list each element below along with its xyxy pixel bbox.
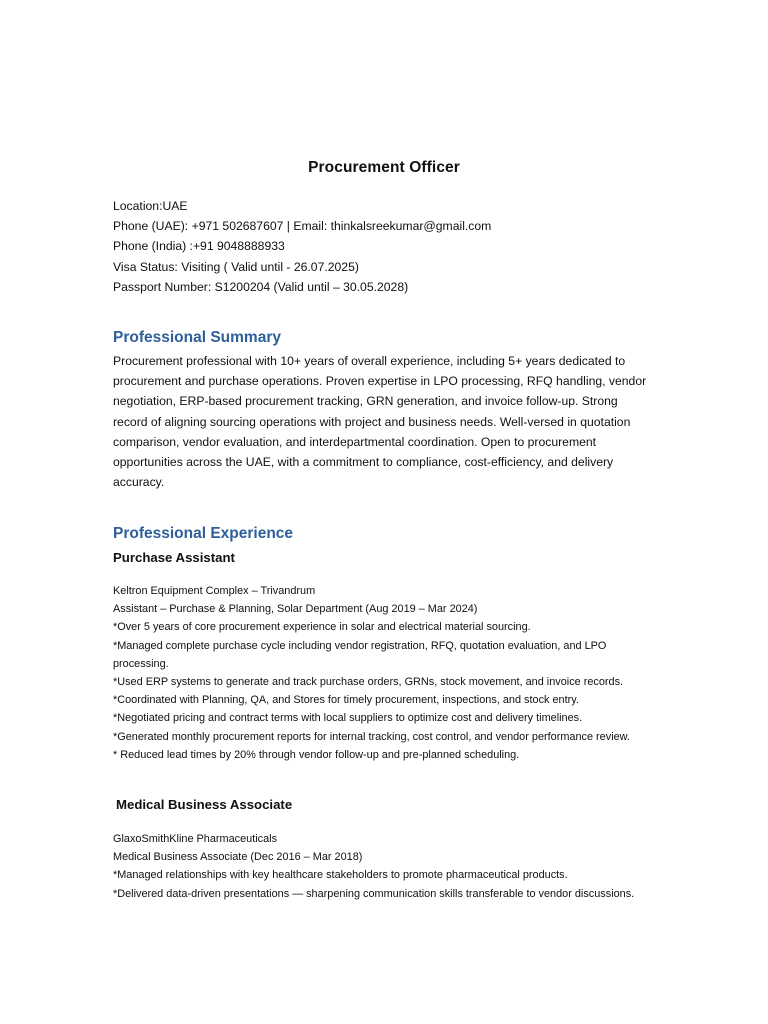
- job-company: GlaxoSmithKline Pharmaceuticals: [113, 833, 278, 845]
- job-bullet: *Managed complete purchase cycle including vendor registration, RFQ, quotation evaluation, and LPO processing.: [113, 639, 607, 670]
- job-bullet: * Reduced lead times by 20% through vendor follow-up and pre-planned scheduling.: [113, 748, 520, 761]
- professional-summary-heading: Professional Summary: [113, 329, 281, 346]
- job-bullet: *Over 5 years of core procurement experience in solar and electrical material sourcing.: [113, 621, 531, 634]
- visa-status-line: Visa Status: Visiting ( Valid until - 26.07.2025): [113, 259, 359, 274]
- contact-block: [113, 196, 713, 297]
- passport-line: Passport Number: S1200204 (Valid until – 30.05.2028): [113, 279, 409, 294]
- page-title: Procurement Officer: [308, 159, 460, 176]
- job-bullet: *Delivered data-driven presentations — sharpening communication skills transferable to vendor discussions.: [113, 887, 635, 900]
- job-role: Medical Business Associate (Dec 2016 – Mar 2018): [113, 851, 363, 864]
- job-title-medical-business-associate: Medical Business Associate: [116, 797, 293, 812]
- professional-summary-text: Procurement professional with 10+ years of overall experience, including 5+ years dedicated to procurement and purchase operations. Proven expertise in LPO processing, RFQ handling, vendor negotiation, ERP-based procurement tracking, GRN generation, and invoice follow-up. Strong record of aligning sourcing operations with project and business needs. Well-versed in quotation comparison, vendor evaluation, and interdepartmental coordination. Open to procurement opportunities across the UAE, with a commitment to compliance, cost-efficiency, and delivery accuracy.: [113, 354, 647, 490]
- job-bullet: *Generated monthly procurement reports for internal tracking, cost control, and vendor performance review.: [113, 730, 630, 743]
- job-title-purchase-assistant: Purchase Assistant: [113, 550, 235, 565]
- location-line: Location:UAE: [113, 199, 188, 213]
- phone-india-line: Phone (India) :+91 9048888933: [113, 239, 285, 254]
- job-bullet: *Coordinated with Planning, QA, and Stores for timely procurement, inspections, and stock entry.: [113, 694, 579, 707]
- job-bullet: *Managed relationships with key healthcare stakeholders to promote pharmaceutical products.: [113, 869, 568, 882]
- job-company: Keltron Equipment Complex – Trivandrum: [113, 585, 316, 597]
- job-details-purchase-assistant: [113, 582, 653, 764]
- job-bullet: *Used ERP systems to generate and track purchase orders, GRNs, stock movement, and invoice records.: [113, 676, 624, 689]
- job-bullet: *Negotiated pricing and contract terms with local suppliers to optimize cost and delivery timelines.: [113, 712, 583, 725]
- job-role: Assistant – Purchase & Planning, Solar Department (Aug 2019 – Mar 2024): [113, 603, 478, 616]
- job-details-medical-business-associate: [113, 830, 653, 903]
- phone-uae-email-line: Phone (UAE): +971 502687607 | Email: thinkalsreekumar@gmail.com: [113, 219, 492, 234]
- professional-experience-heading: Professional Experience: [113, 525, 294, 542]
